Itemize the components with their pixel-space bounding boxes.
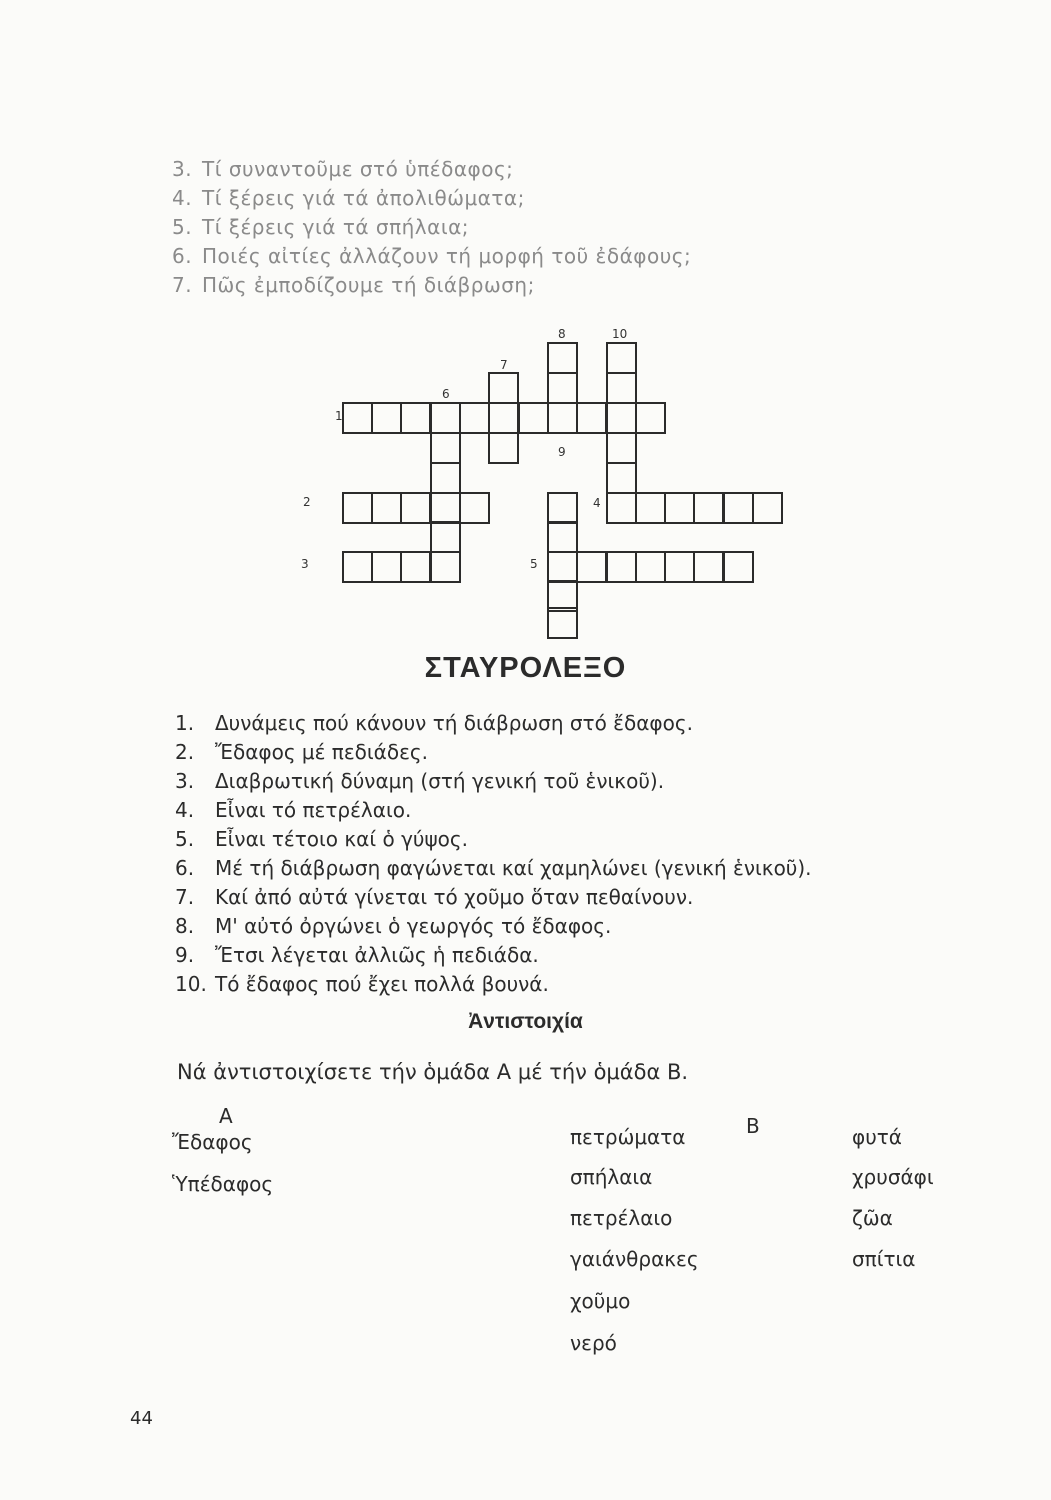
crossword-cell[interactable] xyxy=(548,403,577,433)
question-item: 6. Ποιές αἰτίες ἀλλάζουν τή μορφή τοῦ ἐδάφους; xyxy=(172,244,692,268)
crossword-cell[interactable] xyxy=(372,493,401,523)
crossword-cell[interactable] xyxy=(401,493,430,523)
group-a-header: Α xyxy=(219,1104,233,1128)
group-b-item: χρυσάφι xyxy=(852,1165,934,1189)
crossword-cell[interactable] xyxy=(548,493,577,523)
crossword-cell[interactable] xyxy=(401,552,430,582)
crossword-cell[interactable] xyxy=(607,433,636,463)
group-b-item: ζῶα xyxy=(852,1206,893,1230)
crossword-cell[interactable] xyxy=(636,403,665,433)
crossword-cell[interactable] xyxy=(577,403,606,433)
crossword-cell[interactable] xyxy=(489,403,518,433)
question-item: 5. Τί ξέρεις γιά τά σπήλαια; xyxy=(172,215,470,239)
crossword-cell[interactable] xyxy=(431,522,460,552)
clue-number-4: 4 xyxy=(593,496,601,510)
clue-item: 3. Διαβρωτική δύναμη (στή γενική τοῦ ἑνικοῦ). xyxy=(175,769,665,793)
crossword-cell[interactable] xyxy=(460,493,489,523)
crossword-cell[interactable] xyxy=(519,403,548,433)
crossword-cell[interactable] xyxy=(548,608,577,638)
crossword-cell[interactable] xyxy=(577,552,606,582)
clue-item: 8. Μ' αὐτό ὀργώνει ὁ γεωργός τό ἔδαφος. xyxy=(175,914,612,938)
crossword-cell[interactable] xyxy=(607,373,636,403)
group-b-item: σπίτια xyxy=(852,1247,916,1271)
page-number: 44 xyxy=(130,1408,153,1429)
crossword-cell[interactable] xyxy=(372,403,401,433)
clue-number-8: 8 xyxy=(558,327,566,341)
crossword-cell[interactable] xyxy=(372,552,401,582)
clue-item: 6. Μέ τή διάβρωση φαγώνεται καί χαμηλώνει (γενική ἑνικοῦ). xyxy=(175,856,812,880)
crossword-cell[interactable] xyxy=(343,552,372,582)
crossword-cell[interactable] xyxy=(724,493,753,523)
crossword-cell[interactable] xyxy=(548,343,577,373)
clue-number-2: 2 xyxy=(303,495,311,509)
crossword-cell[interactable] xyxy=(607,343,636,373)
crossword-cell[interactable] xyxy=(431,493,460,523)
crossword-cell[interactable] xyxy=(724,552,753,582)
crossword-cell[interactable] xyxy=(548,522,577,552)
clue-number-5: 5 xyxy=(530,557,538,571)
crossword-cell[interactable] xyxy=(431,552,460,582)
crossword-title: ΣΤΑΥΡΟΛΕΞΟ xyxy=(424,652,627,684)
clue-item: 7. Καί ἀπό αὐτά γίνεται τό χοῦμο ὅταν πεθαίνουν. xyxy=(175,885,694,909)
clue-item: 5. Εἶναι τέτοιο καί ὁ γύψος. xyxy=(175,827,468,851)
group-b-item: πετρέλαιο xyxy=(570,1206,673,1230)
question-item: 3. Τί συναντοῦμε στό ὑπέδαφος; xyxy=(172,157,514,181)
clue-number-6: 6 xyxy=(442,387,450,401)
crossword-cells xyxy=(343,343,782,638)
clue-number-10: 10 xyxy=(612,327,628,341)
matching-title: Ἀντιστοιχία xyxy=(468,1010,583,1033)
crossword-clues xyxy=(175,709,812,999)
clue-item: 9. Ἔτσι λέγεται ἀλλιῶς ἡ πεδιάδα. xyxy=(175,943,539,967)
question-item: 4. Τί ξέρεις γιά τά ἀπολιθώματα; xyxy=(172,186,525,210)
crossword-cell[interactable] xyxy=(343,493,372,523)
crossword-cell[interactable] xyxy=(401,403,430,433)
crossword-cell[interactable] xyxy=(431,463,460,493)
group-b-item: νερό xyxy=(570,1331,617,1355)
crossword-cell[interactable] xyxy=(343,403,372,433)
crossword-cell[interactable] xyxy=(548,552,577,582)
clue-item: 4. Εἶναι τό πετρέλαιο. xyxy=(175,798,412,822)
clue-number-1: 1 xyxy=(335,409,343,423)
crossword-cell[interactable] xyxy=(548,373,577,403)
crossword-cell[interactable] xyxy=(753,493,782,523)
crossword-cell[interactable] xyxy=(607,493,636,523)
crossword-cell[interactable] xyxy=(489,373,518,403)
crossword-cell[interactable] xyxy=(489,433,518,463)
clue-number-3: 3 xyxy=(301,557,309,571)
question-item: 7. Πῶς ἐμποδίζουμε τή διάβρωση; xyxy=(172,273,535,297)
crossword-cell[interactable] xyxy=(607,463,636,493)
group-b-item: σπήλαια xyxy=(570,1165,653,1189)
group-b-item: πετρώματα xyxy=(570,1125,686,1149)
clue-number-7: 7 xyxy=(500,358,508,372)
group-b-item: χοῦμο xyxy=(570,1289,631,1313)
clue-item: 2. Ἔδαφος μέ πεδιάδες. xyxy=(175,740,428,764)
crossword-cell[interactable] xyxy=(607,552,636,582)
clue-number-9: 9 xyxy=(558,445,566,459)
crossword-cell[interactable] xyxy=(607,403,636,433)
group-a-item: Ἔδαφος xyxy=(172,1130,253,1154)
crossword-cell[interactable] xyxy=(694,552,723,582)
clue-item: 1. Δυνάμεις πού κάνουν τή διάβρωση στό ἔδαφος. xyxy=(175,711,693,735)
crossword-cell[interactable] xyxy=(431,403,460,433)
crossword-cell[interactable] xyxy=(694,493,723,523)
group-a-item: Ὑπέδαφος xyxy=(172,1172,274,1196)
group-b-item: φυτά xyxy=(852,1125,902,1149)
matching-instruction: Νά ἀντιστοιχίσετε τήν ὁμάδα Α μέ τήν ὁμάδα Β. xyxy=(177,1060,689,1084)
crossword-grid xyxy=(0,0,1051,660)
crossword-cell[interactable] xyxy=(460,403,489,433)
crossword-cell[interactable] xyxy=(665,493,694,523)
group-b-item: γαιάνθρακες xyxy=(570,1247,699,1271)
clue-item: 10. Τό ἔδαφος πού ἔχει πολλά βουνά. xyxy=(175,972,549,996)
crossword-cell[interactable] xyxy=(431,433,460,463)
crossword-cell[interactable] xyxy=(636,552,665,582)
crossword-cell[interactable] xyxy=(548,581,577,611)
group-b-header: Β xyxy=(746,1114,760,1138)
crossword-cell[interactable] xyxy=(665,552,694,582)
crossword-cell[interactable] xyxy=(636,493,665,523)
